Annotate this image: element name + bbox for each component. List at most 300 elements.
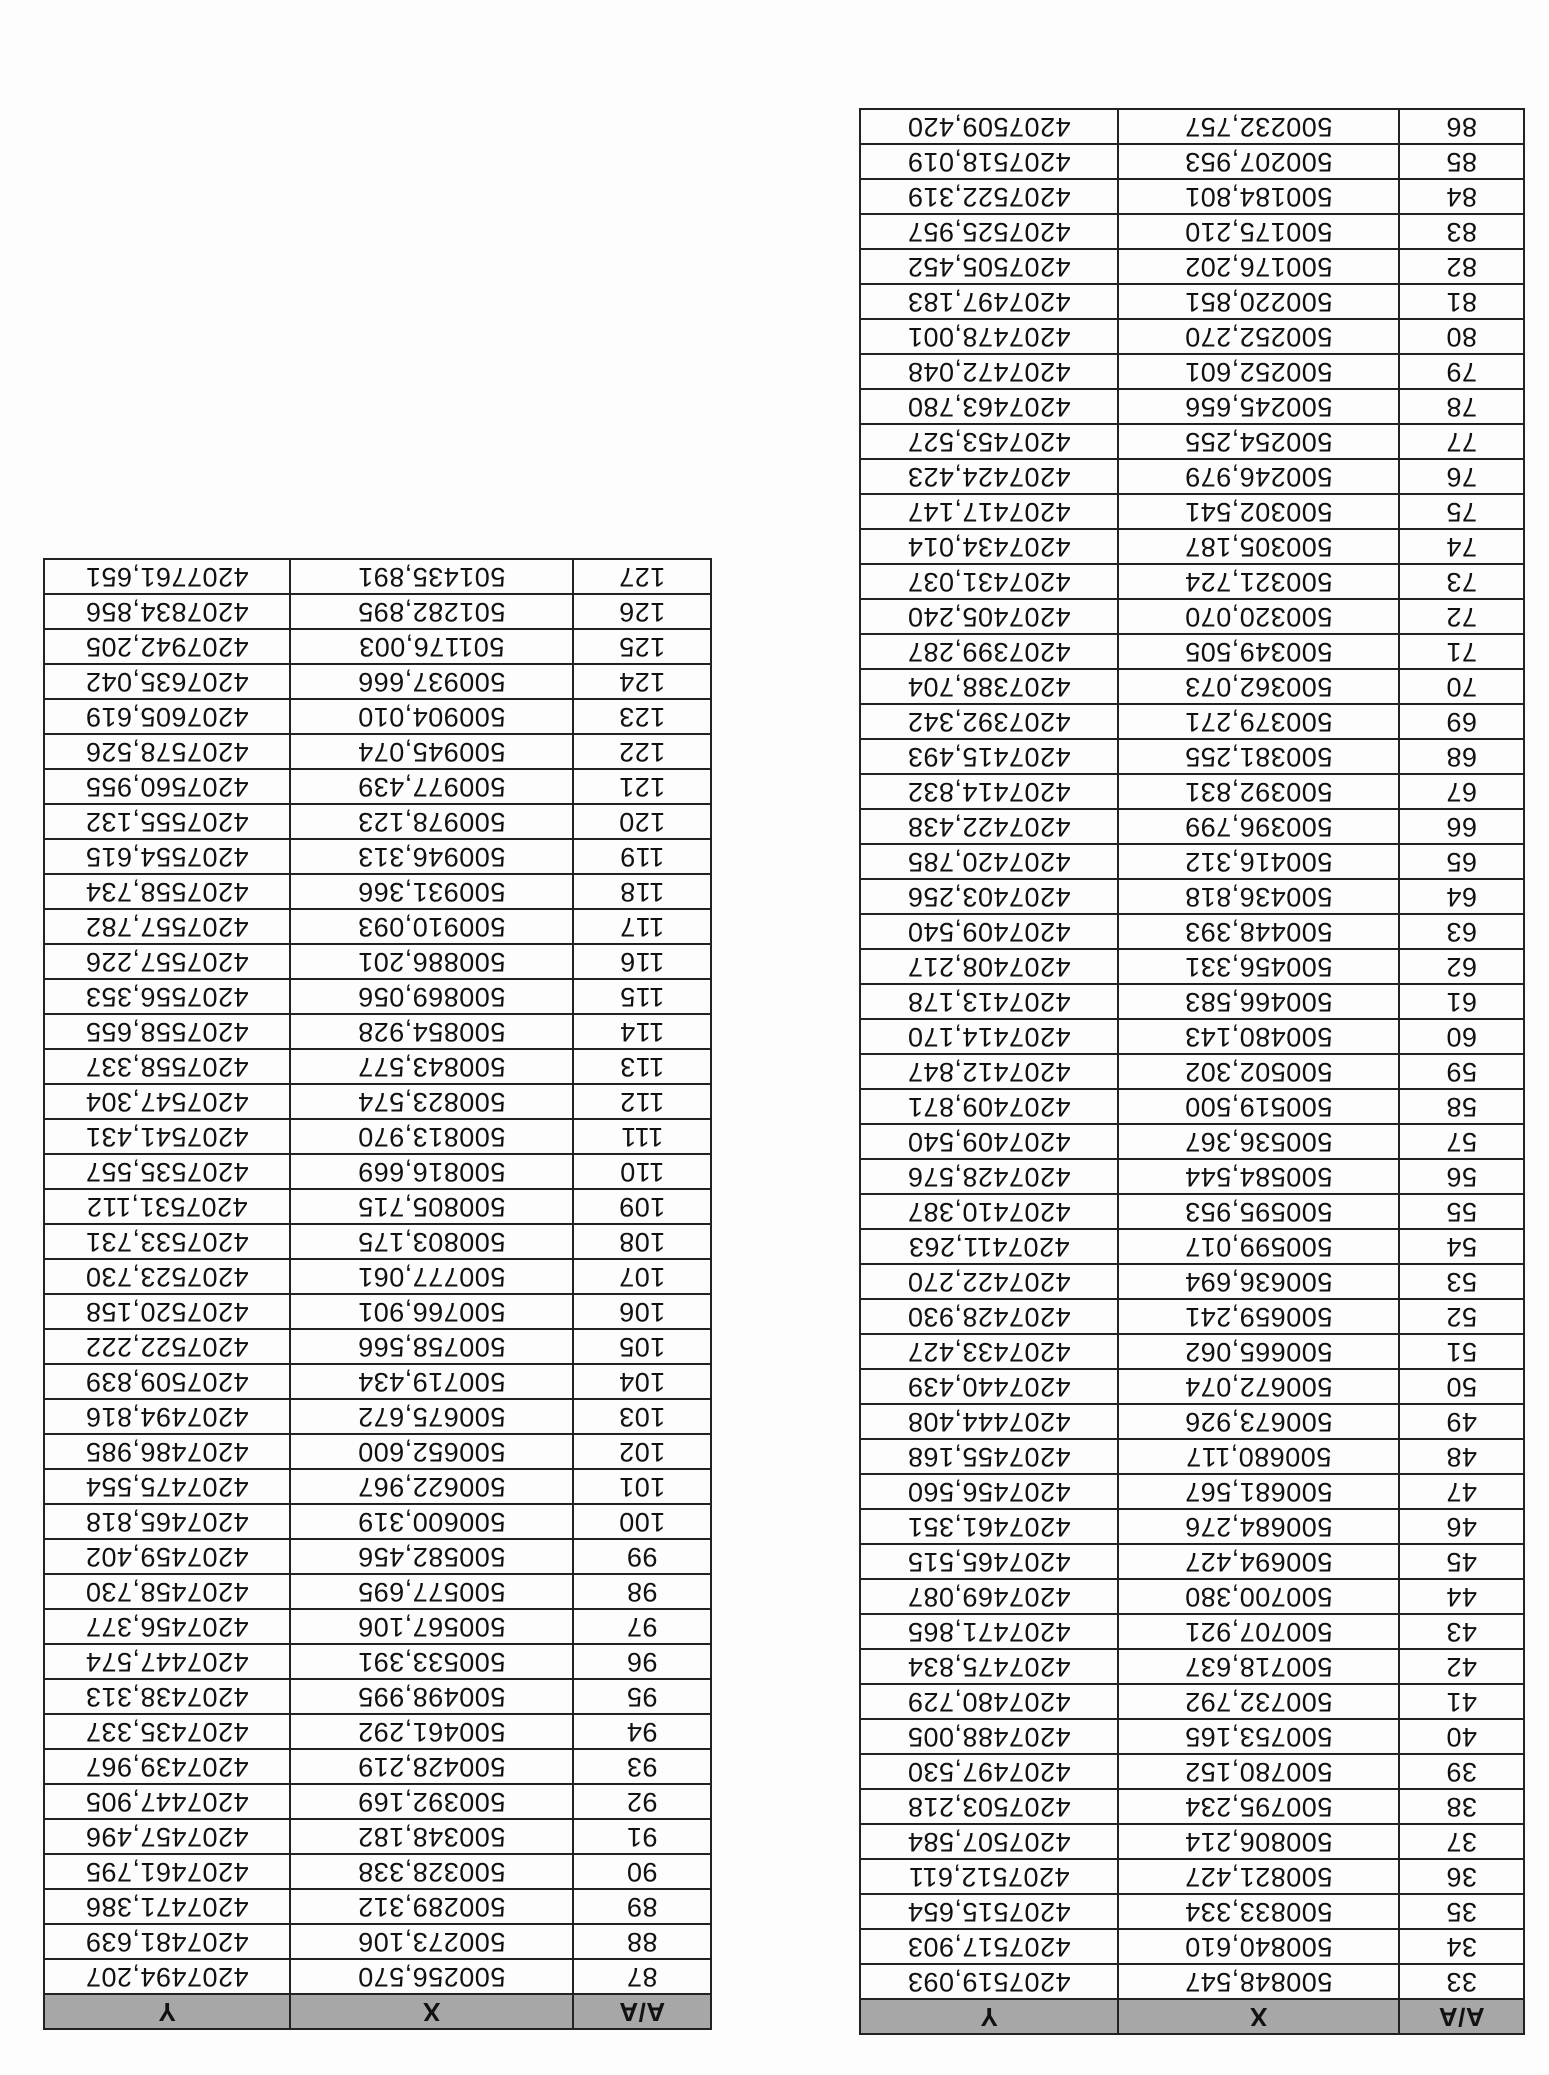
cell-x: 500466,583 — [1118, 984, 1399, 1019]
cell-aa: 76 — [1399, 459, 1524, 494]
cell-aa: 74 — [1399, 529, 1524, 564]
cell-y: 4207465,818 — [44, 1504, 290, 1539]
cell-y: 4207942,205 — [44, 629, 290, 664]
cell-aa: 107 — [573, 1259, 711, 1294]
cell-aa: 103 — [573, 1399, 711, 1434]
cell-aa: 37 — [1399, 1824, 1524, 1859]
table-row — [860, 1964, 1524, 1999]
table-row — [860, 599, 1524, 634]
cell-aa: 73 — [1399, 564, 1524, 599]
table-row — [44, 1714, 711, 1749]
cell-y: 4207635,042 — [44, 664, 290, 699]
table-row — [860, 284, 1524, 319]
cell-y: 4207434,014 — [860, 529, 1118, 564]
cell-aa: 64 — [1399, 879, 1524, 914]
cell-y: 4207497,530 — [860, 1754, 1118, 1789]
cell-y: 4207480,729 — [860, 1684, 1118, 1719]
cell-y: 4207388,704 — [860, 669, 1118, 704]
cell-y: 4207465,515 — [860, 1544, 1118, 1579]
cell-x: 500719,434 — [290, 1364, 573, 1399]
cell-y: 4207522,319 — [860, 179, 1118, 214]
cell-x: 500252,601 — [1118, 354, 1399, 389]
table-row — [44, 1014, 711, 1049]
cell-aa: 70 — [1399, 669, 1524, 704]
cell-aa: 69 — [1399, 704, 1524, 739]
cell-y: 4207413,178 — [860, 984, 1118, 1019]
table-row — [44, 909, 711, 944]
cell-y: 4207424,423 — [860, 459, 1118, 494]
cell-aa: 115 — [573, 979, 711, 1014]
cell-y: 4207456,560 — [860, 1474, 1118, 1509]
cell-aa: 52 — [1399, 1299, 1524, 1334]
table-row — [860, 1579, 1524, 1614]
cell-aa: 127 — [573, 559, 711, 594]
cell-aa: 116 — [573, 944, 711, 979]
cell-aa: 45 — [1399, 1544, 1524, 1579]
cell-y: 4207517,903 — [860, 1929, 1118, 1964]
cell-aa: 93 — [573, 1749, 711, 1784]
cell-x: 500675,672 — [290, 1399, 573, 1434]
cell-aa: 91 — [573, 1819, 711, 1854]
cell-aa: 42 — [1399, 1649, 1524, 1684]
cell-x: 500707,921 — [1118, 1614, 1399, 1649]
table-row — [44, 594, 711, 629]
table-row — [44, 699, 711, 734]
cell-y: 4207472,048 — [860, 354, 1118, 389]
table-row — [860, 1649, 1524, 1684]
cell-aa: 62 — [1399, 949, 1524, 984]
cell-aa: 53 — [1399, 1264, 1524, 1299]
cell-y: 4207428,930 — [860, 1299, 1118, 1334]
table-row — [860, 564, 1524, 599]
cell-aa: 51 — [1399, 1334, 1524, 1369]
cell-x: 500252,270 — [1118, 319, 1399, 354]
cell-x: 500289,312 — [290, 1889, 573, 1924]
cell-y: 4207535,557 — [44, 1154, 290, 1189]
table-row — [860, 214, 1524, 249]
cell-y: 4207520,158 — [44, 1294, 290, 1329]
table-row — [860, 1159, 1524, 1194]
cell-x: 500753,165 — [1118, 1719, 1399, 1754]
cell-aa: 35 — [1399, 1894, 1524, 1929]
cell-y: 4207556,353 — [44, 979, 290, 1014]
table-row — [860, 844, 1524, 879]
table-row — [860, 1754, 1524, 1789]
cell-x: 500886,201 — [290, 944, 573, 979]
cell-aa: 88 — [573, 1924, 711, 1959]
cell-y: 4207554,615 — [44, 839, 290, 874]
cell-y: 4207525,957 — [860, 214, 1118, 249]
table-row — [860, 1369, 1524, 1404]
table-row — [44, 1399, 711, 1434]
cell-x: 500795,234 — [1118, 1789, 1399, 1824]
cell-y: 4207605,619 — [44, 699, 290, 734]
table-row — [860, 494, 1524, 529]
table-row — [44, 1364, 711, 1399]
cell-y: 4207414,170 — [860, 1019, 1118, 1054]
cell-aa: 80 — [1399, 319, 1524, 354]
cell-y: 4207560,955 — [44, 769, 290, 804]
cell-y: 4207486,985 — [44, 1434, 290, 1469]
table-header-row — [860, 1999, 1524, 2034]
cell-y: 4207447,574 — [44, 1644, 290, 1679]
cell-aa: 92 — [573, 1784, 711, 1819]
cell-x: 500978,123 — [290, 804, 573, 839]
cell-y: 4207509,420 — [860, 109, 1118, 144]
cell-x: 500320,070 — [1118, 599, 1399, 634]
cell-x: 500700,380 — [1118, 1579, 1399, 1614]
cell-x: 500381,255 — [1118, 739, 1399, 774]
table-row — [860, 529, 1524, 564]
table-row — [44, 979, 711, 1014]
cell-aa: 75 — [1399, 494, 1524, 529]
cell-aa: 113 — [573, 1049, 711, 1084]
table-row — [860, 424, 1524, 459]
table-row — [860, 1614, 1524, 1649]
table-row — [44, 1924, 711, 1959]
cell-y: 4207503,218 — [860, 1789, 1118, 1824]
cell-y: 4207439,967 — [44, 1749, 290, 1784]
cell-x: 500328,338 — [290, 1854, 573, 1889]
cell-aa: 99 — [573, 1539, 711, 1574]
cell-aa: 97 — [573, 1609, 711, 1644]
cell-aa: 68 — [1399, 739, 1524, 774]
cell-y: 4207512,611 — [860, 1859, 1118, 1894]
cell-aa: 77 — [1399, 424, 1524, 459]
table-row — [44, 629, 711, 664]
cell-y: 4207578,526 — [44, 734, 290, 769]
cell-aa: 46 — [1399, 1509, 1524, 1544]
cell-aa: 59 — [1399, 1054, 1524, 1089]
cell-x: 500273,106 — [290, 1924, 573, 1959]
table-row — [860, 1439, 1524, 1474]
cell-aa: 63 — [1399, 914, 1524, 949]
cell-y: 4207435,337 — [44, 1714, 290, 1749]
cell-aa: 58 — [1399, 1089, 1524, 1124]
table-row — [860, 774, 1524, 809]
table-row — [860, 669, 1524, 704]
table-row — [860, 249, 1524, 284]
cell-aa: 72 — [1399, 599, 1524, 634]
cell-y: 4207415,493 — [860, 739, 1118, 774]
cell-aa: 36 — [1399, 1859, 1524, 1894]
cell-x: 500681,567 — [1118, 1474, 1399, 1509]
cell-x: 500803,175 — [290, 1224, 573, 1259]
cell-x: 500416,312 — [1118, 844, 1399, 879]
cell-y: 4207518,019 — [860, 144, 1118, 179]
cell-aa: 49 — [1399, 1404, 1524, 1439]
cell-aa: 120 — [573, 804, 711, 839]
cell-x: 500904,010 — [290, 699, 573, 734]
cell-y: 4207557,226 — [44, 944, 290, 979]
table-row — [860, 739, 1524, 774]
cell-x: 500732,792 — [1118, 1684, 1399, 1719]
cell-x: 500362,073 — [1118, 669, 1399, 704]
table-row — [860, 1509, 1524, 1544]
cell-x: 500246,979 — [1118, 459, 1399, 494]
cell-aa: 114 — [573, 1014, 711, 1049]
cell-aa: 102 — [573, 1434, 711, 1469]
cell-y: 4207461,795 — [44, 1854, 290, 1889]
cell-y: 4207555,132 — [44, 804, 290, 839]
cell-aa: 55 — [1399, 1194, 1524, 1229]
table-row — [860, 1299, 1524, 1334]
cell-y: 4207475,554 — [44, 1469, 290, 1504]
table-row — [44, 1679, 711, 1714]
cell-x: 500519,500 — [1118, 1089, 1399, 1124]
table-row — [44, 1049, 711, 1084]
cell-aa: 90 — [573, 1854, 711, 1889]
table-row — [44, 1224, 711, 1259]
table-row — [44, 1749, 711, 1784]
table-row — [44, 874, 711, 909]
cell-y: 4207408,217 — [860, 949, 1118, 984]
cell-aa: 54 — [1399, 1229, 1524, 1264]
cell-y: 4207547,304 — [44, 1084, 290, 1119]
cell-x: 500843,577 — [290, 1049, 573, 1084]
cell-aa: 118 — [573, 874, 711, 909]
table-row — [860, 704, 1524, 739]
cell-x: 501176,003 — [290, 629, 573, 664]
cell-x: 500175,210 — [1118, 214, 1399, 249]
cell-x: 500245,656 — [1118, 389, 1399, 424]
header-x: X — [290, 1994, 573, 2029]
cell-y: 4207475,834 — [860, 1649, 1118, 1684]
cell-y: 4207469,087 — [860, 1579, 1118, 1614]
cell-aa: 104 — [573, 1364, 711, 1399]
cell-y: 4207433,427 — [860, 1334, 1118, 1369]
table-row — [44, 839, 711, 874]
table-row — [860, 319, 1524, 354]
cell-x: 500176,202 — [1118, 249, 1399, 284]
cell-y: 4207422,438 — [860, 809, 1118, 844]
cell-aa: 66 — [1399, 809, 1524, 844]
cell-aa: 96 — [573, 1644, 711, 1679]
table-row — [860, 1404, 1524, 1439]
table-row — [44, 1889, 711, 1924]
cell-aa: 34 — [1399, 1929, 1524, 1964]
cell-x: 500833,334 — [1118, 1894, 1399, 1929]
cell-x: 500816,669 — [290, 1154, 573, 1189]
cell-y: 4207403,256 — [860, 879, 1118, 914]
cell-x: 500599,017 — [1118, 1229, 1399, 1264]
table-row — [44, 1294, 711, 1329]
cell-y: 4207455,168 — [860, 1439, 1118, 1474]
table-row — [860, 144, 1524, 179]
cell-aa: 48 — [1399, 1439, 1524, 1474]
cell-x: 500584,544 — [1118, 1159, 1399, 1194]
cell-y: 4207497,183 — [860, 284, 1118, 319]
cell-aa: 71 — [1399, 634, 1524, 669]
table-row — [860, 1124, 1524, 1159]
cell-aa: 65 — [1399, 844, 1524, 879]
cell-y: 4207463,780 — [860, 389, 1118, 424]
table-row — [860, 1789, 1524, 1824]
cell-x: 500777,061 — [290, 1259, 573, 1294]
cell-y: 4207461,351 — [860, 1509, 1118, 1544]
cell-x: 500718,637 — [1118, 1649, 1399, 1684]
cell-aa: 39 — [1399, 1754, 1524, 1789]
cell-y: 4207431,037 — [860, 564, 1118, 599]
table-row — [44, 1329, 711, 1364]
cell-y: 4207409,540 — [860, 1124, 1118, 1159]
cell-x: 500321,724 — [1118, 564, 1399, 599]
cell-x: 500840,610 — [1118, 1929, 1399, 1964]
cell-x: 500672,074 — [1118, 1369, 1399, 1404]
cell-aa: 126 — [573, 594, 711, 629]
table-row — [860, 1544, 1524, 1579]
table-row — [860, 879, 1524, 914]
cell-x: 500665,062 — [1118, 1334, 1399, 1369]
table-row — [860, 389, 1524, 424]
cell-aa: 106 — [573, 1294, 711, 1329]
cell-y: 4207399,287 — [860, 634, 1118, 669]
cell-x: 500869,056 — [290, 979, 573, 1014]
cell-x: 500821,427 — [1118, 1859, 1399, 1894]
cell-y: 4207834,856 — [44, 594, 290, 629]
cell-y: 4207509,839 — [44, 1364, 290, 1399]
table-row — [44, 769, 711, 804]
cell-y: 4207414,832 — [860, 774, 1118, 809]
cell-aa: 121 — [573, 769, 711, 804]
cell-aa: 100 — [573, 1504, 711, 1539]
cell-y: 4207411,263 — [860, 1229, 1118, 1264]
cell-aa: 83 — [1399, 214, 1524, 249]
cell-x: 500502,302 — [1118, 1054, 1399, 1089]
cell-y: 4207507,584 — [860, 1824, 1118, 1859]
cell-x: 500220,851 — [1118, 284, 1399, 319]
table-row — [44, 1574, 711, 1609]
cell-y: 4207456,377 — [44, 1609, 290, 1644]
header-x: X — [1118, 1999, 1399, 2034]
table-row — [44, 1609, 711, 1644]
cell-x: 500461,292 — [290, 1714, 573, 1749]
table-row — [44, 944, 711, 979]
cell-y: 4207557,782 — [44, 909, 290, 944]
cell-aa: 109 — [573, 1189, 711, 1224]
cell-y: 4207761,651 — [44, 559, 290, 594]
cell-x: 500582,456 — [290, 1539, 573, 1574]
cell-x: 500758,566 — [290, 1329, 573, 1364]
table-row — [44, 1259, 711, 1294]
cell-y: 4207533,731 — [44, 1224, 290, 1259]
cell-x: 500232,757 — [1118, 109, 1399, 144]
cell-aa: 105 — [573, 1329, 711, 1364]
cell-x: 500636,694 — [1118, 1264, 1399, 1299]
cell-x: 500652,600 — [290, 1434, 573, 1469]
cell-x: 500448,393 — [1118, 914, 1399, 949]
table-row — [860, 1194, 1524, 1229]
table-row — [860, 109, 1524, 144]
table-row — [860, 1334, 1524, 1369]
cell-x: 500680,117 — [1118, 1439, 1399, 1474]
cell-x: 501282,895 — [290, 594, 573, 629]
cell-x: 500931,366 — [290, 874, 573, 909]
cell-x: 500977,439 — [290, 769, 573, 804]
header-y: Y — [44, 1994, 290, 2029]
cell-x: 500428,219 — [290, 1749, 573, 1784]
cell-aa: 85 — [1399, 144, 1524, 179]
cell-x: 500498,995 — [290, 1679, 573, 1714]
cell-x: 500823,574 — [290, 1084, 573, 1119]
cell-aa: 44 — [1399, 1579, 1524, 1614]
cell-aa: 43 — [1399, 1614, 1524, 1649]
cell-y: 4207459,402 — [44, 1539, 290, 1574]
cell-aa: 40 — [1399, 1719, 1524, 1754]
cell-aa: 47 — [1399, 1474, 1524, 1509]
cell-x: 500577,695 — [290, 1574, 573, 1609]
cell-aa: 89 — [573, 1889, 711, 1924]
table-row — [44, 804, 711, 839]
cell-y: 4207409,871 — [860, 1089, 1118, 1124]
table-row — [860, 1264, 1524, 1299]
cell-aa: 78 — [1399, 389, 1524, 424]
cell-y: 4207420,785 — [860, 844, 1118, 879]
table-row — [44, 1644, 711, 1679]
cell-x: 500536,367 — [1118, 1124, 1399, 1159]
cell-y: 4207417,147 — [860, 494, 1118, 529]
cell-x: 500184,801 — [1118, 179, 1399, 214]
cell-y: 4207457,496 — [44, 1819, 290, 1854]
coordinates-table-2 — [43, 558, 712, 2030]
cell-aa: 81 — [1399, 284, 1524, 319]
header-y: Y — [860, 1999, 1118, 2034]
cell-aa: 122 — [573, 734, 711, 769]
table-row — [860, 1894, 1524, 1929]
table-row — [860, 179, 1524, 214]
cell-x: 500694,427 — [1118, 1544, 1399, 1579]
table-row — [860, 459, 1524, 494]
cell-x: 500379,271 — [1118, 704, 1399, 739]
cell-x: 500436,818 — [1118, 879, 1399, 914]
cell-x: 500392,831 — [1118, 774, 1399, 809]
cell-x: 500533,391 — [290, 1644, 573, 1679]
table-row — [860, 1859, 1524, 1894]
cell-y: 4207531,112 — [44, 1189, 290, 1224]
cell-aa: 60 — [1399, 1019, 1524, 1054]
cell-y: 4207422,270 — [860, 1264, 1118, 1299]
cell-aa: 119 — [573, 839, 711, 874]
table-row — [44, 1154, 711, 1189]
table-row — [860, 984, 1524, 1019]
cell-y: 4207478,001 — [860, 319, 1118, 354]
cell-x: 500254,255 — [1118, 424, 1399, 459]
cell-x: 500806,214 — [1118, 1824, 1399, 1859]
cell-y: 4207523,730 — [44, 1259, 290, 1294]
cell-x: 500348,182 — [290, 1819, 573, 1854]
table-row — [44, 1854, 711, 1889]
cell-y: 4207519,093 — [860, 1964, 1118, 1999]
cell-aa: 41 — [1399, 1684, 1524, 1719]
cell-x: 500256,570 — [290, 1959, 573, 1994]
cell-x: 500207,953 — [1118, 144, 1399, 179]
table-row — [860, 1054, 1524, 1089]
cell-x: 500937,666 — [290, 664, 573, 699]
cell-y: 4207440,439 — [860, 1369, 1118, 1404]
cell-x: 500673,926 — [1118, 1404, 1399, 1439]
cell-y: 4207392,342 — [860, 704, 1118, 739]
cell-x: 500302,541 — [1118, 494, 1399, 529]
cell-x: 500567,106 — [290, 1609, 573, 1644]
cell-aa: 57 — [1399, 1124, 1524, 1159]
cell-y: 4207558,655 — [44, 1014, 290, 1049]
cell-y: 4207558,337 — [44, 1049, 290, 1084]
cell-y: 4207515,654 — [860, 1894, 1118, 1929]
cell-x: 500780,152 — [1118, 1754, 1399, 1789]
cell-x: 500910,093 — [290, 909, 573, 944]
cell-y: 4207458,730 — [44, 1574, 290, 1609]
table-row — [860, 634, 1524, 669]
